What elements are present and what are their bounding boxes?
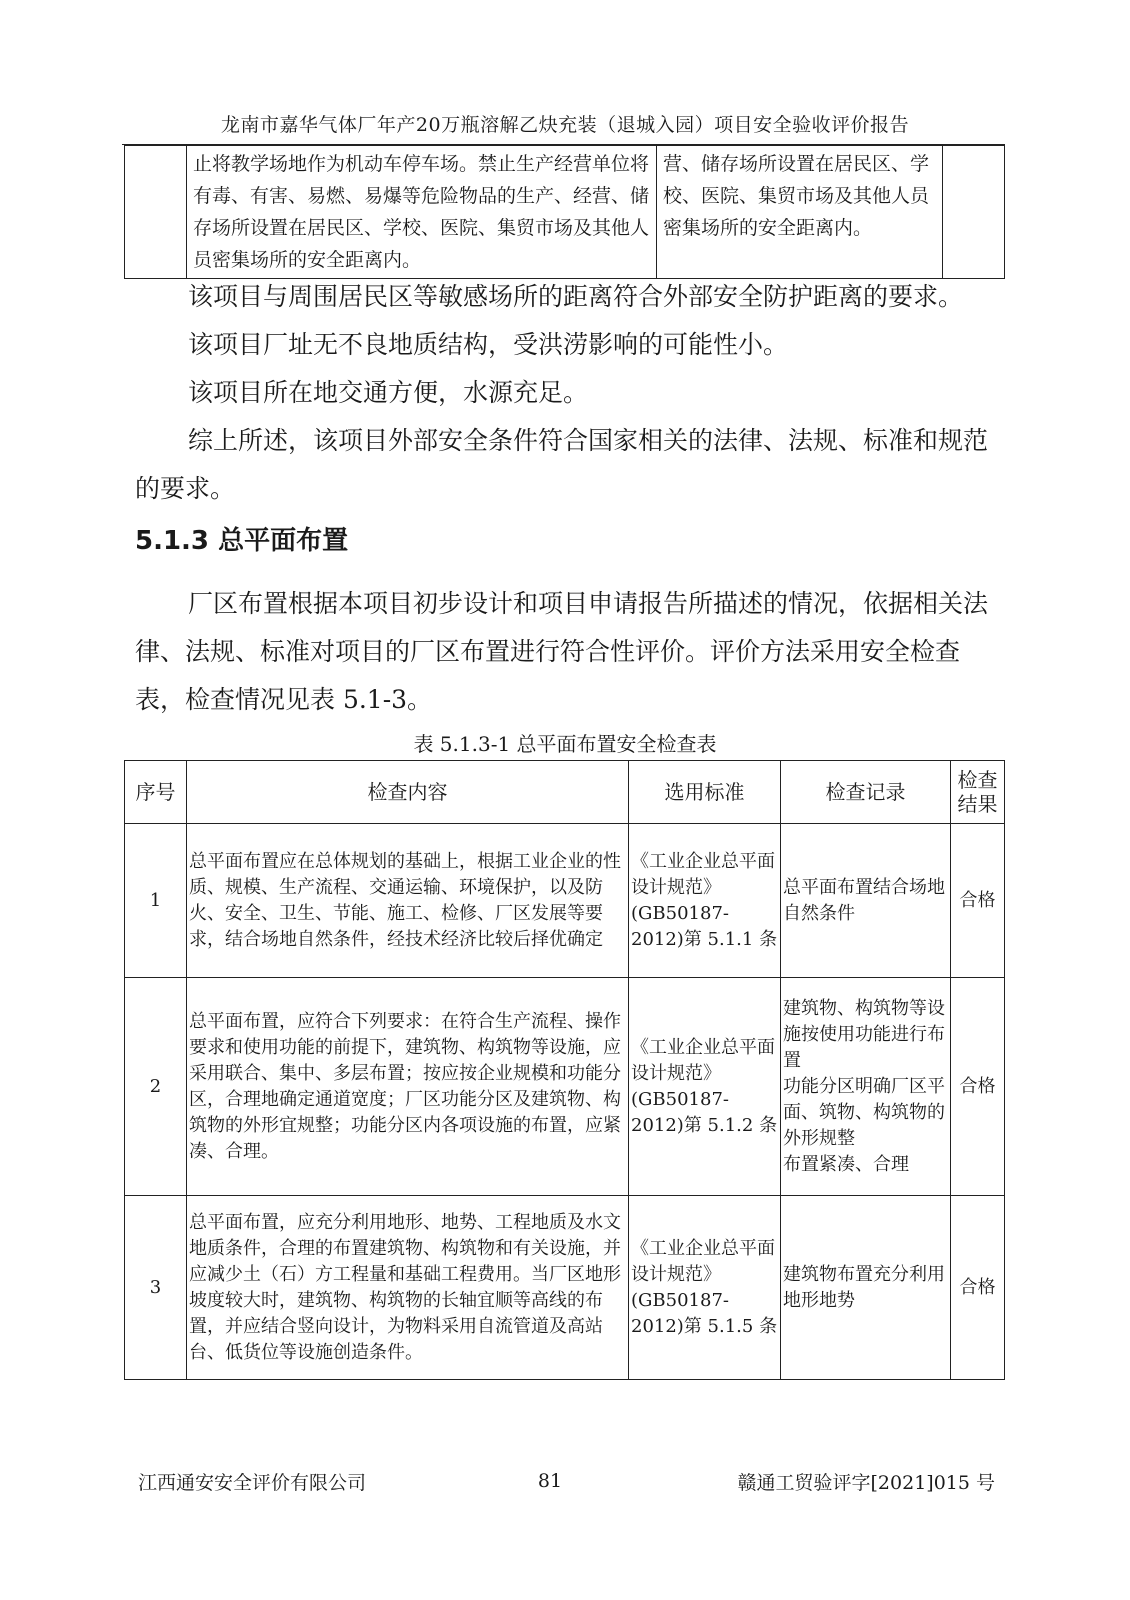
- footer-doc-number: 赣通工贸验评字[2021]015 号: [737, 1472, 995, 1494]
- row-content: 总平面布置，应符合下列要求：在符合生产流程、操作要求和使用功能的前提下，建筑物、构筑物等设施，应采用联合、集中、多层布置；按应按企业规模和功能分区，合理地确定通道宽度；厂区功能分区及建筑物、构筑物的外形宜规整；功能分区内各项设施的布置，应紧凑、合理。: [187, 978, 629, 1196]
- continuation-table: [124, 145, 1005, 279]
- paragraph-layout-intro: 厂区布置根据本项目初步设计和项目申请报告所描述的情况，依据相关法律、法规、标准对项目的厂区布置进行符合性评价。评价方法采用安全检查表，检查情况见表 5.1-3。: [135, 589, 989, 714]
- header-record: 检查记录: [781, 761, 951, 824]
- page-header: 龙南市嘉华气体厂年产20万瓶溶解乙炔充装（退城入园）项目安全验收评价报告: [220, 114, 910, 136]
- continuation-row: [125, 146, 1005, 279]
- continuation-content-cell: 止将教学场地作为机动车停车场。禁止生产经营单位将有毒、有害、易燃、易爆等危险物品的生产、经营、储存场所设置在居民区、学校、医院、集贸市场及其他人员密集场所的安全距离内。: [187, 146, 657, 279]
- row-content: 总平面布置，应充分利用地形、地势、工程地质及水文地质条件，合理的布置建筑物、构筑物和有关设施，并应减少土（石）方工程量和基础工程费用。当厂区地形坡度较大时，建筑物、构筑物的长轴宜顺等高线的布置，并应结合竖向设计，为物料采用自流管道及高站台、低货位等设施创造条件。: [187, 1196, 629, 1380]
- paragraph-summary: 综上所述，该项目外部安全条件符合国家相关的法律、法规、标准和规范的要求。: [135, 426, 989, 503]
- header-standard: 选用标准: [629, 761, 781, 824]
- continuation-no-cell: [125, 146, 187, 279]
- row-no: 3: [125, 1196, 187, 1380]
- page-number: 81: [537, 1470, 563, 1492]
- row-record: 总平面布置结合场地自然条件: [781, 824, 951, 978]
- header-content: 检查内容: [187, 761, 629, 824]
- table-row: [125, 824, 1005, 978]
- row-no: 2: [125, 978, 187, 1196]
- table-row: [125, 978, 1005, 1196]
- footer-company: 江西通安安全评价有限公司: [138, 1472, 367, 1494]
- row-no: 1: [125, 824, 187, 978]
- header-no: 序号: [125, 761, 187, 824]
- check-table-header: [125, 761, 1005, 824]
- row-standard: 《工业企业总平面设计规范》(GB50187-2012)第 5.1.1 条: [629, 824, 781, 978]
- continuation-result-cell: [943, 146, 1005, 279]
- row-result: 合格: [951, 824, 1005, 978]
- table-row: [125, 1196, 1005, 1380]
- paragraph-geology: 该项目厂址无不良地质结构，受洪涝影响的可能性小。: [188, 330, 789, 359]
- row-standard: 《工业企业总平面设计规范》(GB50187-2012)第 5.1.2 条: [629, 978, 781, 1196]
- row-standard: 《工业企业总平面设计规范》(GB50187-2012)第 5.1.5 条: [629, 1196, 781, 1380]
- row-record: 建筑物、构筑物等设施按使用功能进行布置 功能分区明确厂区平面、筑物、构筑物的外形规整 布置紧凑、合理: [781, 978, 951, 1196]
- continuation-record-cell: 营、储存场所设置在居民区、学校、医院、集贸市场及其他人员密集场所的安全距离内。: [657, 146, 943, 279]
- paragraph-transport: 该项目所在地交通方便，水源充足。: [188, 378, 589, 407]
- check-table: [124, 760, 1005, 1380]
- header-result: 检查结果: [951, 761, 1005, 824]
- row-content: 总平面布置应在总体规划的基础上，根据工业企业的性质、规模、生产流程、交通运输、环境保护，以及防火、安全、卫生、节能、施工、检修、厂区发展等要求，结合场地自然条件，经技术经济比较后择优确定: [187, 824, 629, 978]
- paragraph-distance: 该项目与周围居民区等敏感场所的距离符合外部安全防护距离的要求。: [188, 282, 964, 311]
- section-heading: 5.1.3 总平面布置: [135, 526, 349, 556]
- row-result: 合格: [951, 1196, 1005, 1380]
- row-record: 建筑物布置充分利用地形地势: [781, 1196, 951, 1380]
- table-caption: 表 5.1.3-1 总平面布置安全检查表: [413, 732, 717, 756]
- row-result: 合格: [951, 978, 1005, 1196]
